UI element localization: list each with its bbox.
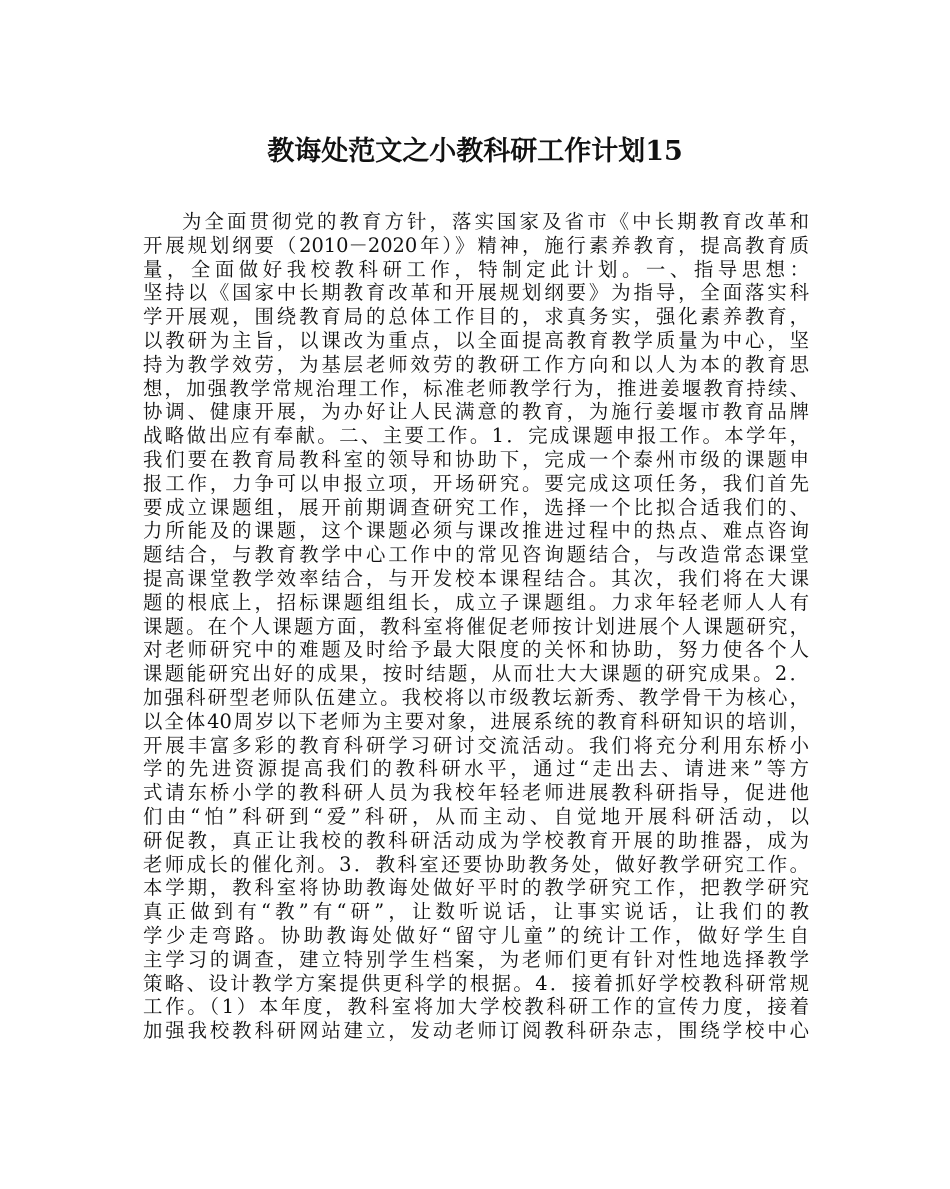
body-line: 研促教，真正让我校的教科研活动成为学校教育开展的助推器，成为: [143, 828, 809, 852]
body-line: 真正做到有“教”有“研”，让数听说话，让事实说话，让我们的教: [143, 900, 809, 924]
body-line: 以教研为主旨，以课改为重点，以全面提高教育教学质量为中心，坚: [143, 328, 809, 352]
body-line: 为全面贯彻党的教育方针，落实国家及省市《中长期教育改革和: [182, 210, 809, 233]
body-line: 课题能研究出好的成果，按时结题，从而壮大大课题的研究成果。2．: [143, 662, 809, 686]
body-line: 提高课堂教学效率结合，与开发校本课程结合。其次，我们将在大课: [143, 566, 809, 590]
body-line: 式请东桥小学的教科研人员为我校年轻老师进展教科研指导，促进他: [143, 781, 809, 805]
body-line: 协调、健康开展，为办好让人民满意的教育，为施行姜堰市教育品牌: [143, 400, 809, 424]
body-line: 加强科研型老师队伍建立。我校将以市级教坛新秀、教学骨干为核心，: [143, 685, 809, 709]
body-line: 开展丰富多彩的教育科研学习研讨交流活动。我们将充分利用东桥小: [143, 733, 809, 757]
body-line: 开展规划纲要（2010－2020年）》精神，施行素养教育，提高教育质: [143, 233, 809, 257]
body-line: 学的先进资源提高我们的教科研水平，通过“走出去、请进来”等方: [143, 757, 809, 781]
body-line: 题结合，与教育教学中心工作中的常见咨询题结合，与改造常态课堂: [143, 543, 809, 567]
document-body: [143, 210, 809, 1043]
body-line: 策略、设计教学方案提供更科学的根据。4．接着抓好学校教科研常规: [143, 971, 809, 995]
document-title: 教诲处范文之小教科研工作计划15: [267, 136, 683, 167]
body-line: 我们要在教育局教科室的领导和协助下，完成一个泰州市级的课题申: [143, 447, 809, 471]
body-line: 对老师研究中的难题及时给予最大限度的关怀和协助，努力使各个人: [143, 638, 809, 662]
body-line: 持为教学效劳，为基层老师效劳的教研工作方向和以人为本的教育思: [143, 352, 809, 376]
body-line: 本学期，教科室将协助教诲处做好平时的教学研究工作，把教学研究: [143, 876, 809, 900]
body-line: 以全体40周岁以下老师为主要对象，进展系统的教育科研知识的培训，: [143, 709, 809, 733]
body-line: 题的根底上，招标课题组组长，成立子课题组。力求年轻老师人人有: [143, 590, 809, 614]
body-line: 老师成长的催化剂。3．教科室还要协助教务处，做好教学研究工作。: [143, 852, 809, 876]
body-line: 量，全面做好我校教科研工作，特制定此计划。一、指导思想：: [143, 257, 809, 281]
body-line: 报工作，力争可以申报立项，开场研究。要完成这项任务，我们首先: [143, 471, 809, 495]
body-line: 想，加强教学常规治理工作，标准老师教学行为，推进姜堰教育持续、: [143, 376, 809, 400]
body-line: 学开展观，围绕教育局的总体工作目的，求真务实，强化素养教育，: [143, 305, 809, 329]
body-line: 坚持以《国家中长期教育改革和开展规划纲要》为指导，全面落实科: [143, 281, 809, 305]
body-line: 要成立课题组，展开前期调查研究工作，选择一个比拟合适我们的、: [143, 495, 809, 519]
body-line: 加强我校教科研网站建立，发动老师订阅教科研杂志，围绕学校中心: [143, 1019, 809, 1043]
body-line: 工作。（1）本年度，教科室将加大学校教科研工作的宣传力度，接着: [143, 995, 809, 1019]
body-line: 战略做出应有奉献。二、主要工作。1．完成课题申报工作。本学年，: [143, 424, 809, 448]
body-line: 学少走弯路。协助教诲处做好“留守儿童”的统计工作，做好学生自: [143, 923, 809, 947]
body-line: 课题。在个人课题方面，教科室将催促老师按计划进展个人课题研究，: [143, 614, 809, 638]
body-line: 们由“怕”科研到“爱”科研，从而主动、自觉地开展科研活动，以: [143, 804, 809, 828]
body-line: 主学习的调查，建立特别学生档案，为老师们更有针对性地选择教学: [143, 947, 809, 971]
body-line: 力所能及的课题，这个课题必须与课改推进过程中的热点、难点咨询: [143, 519, 809, 543]
